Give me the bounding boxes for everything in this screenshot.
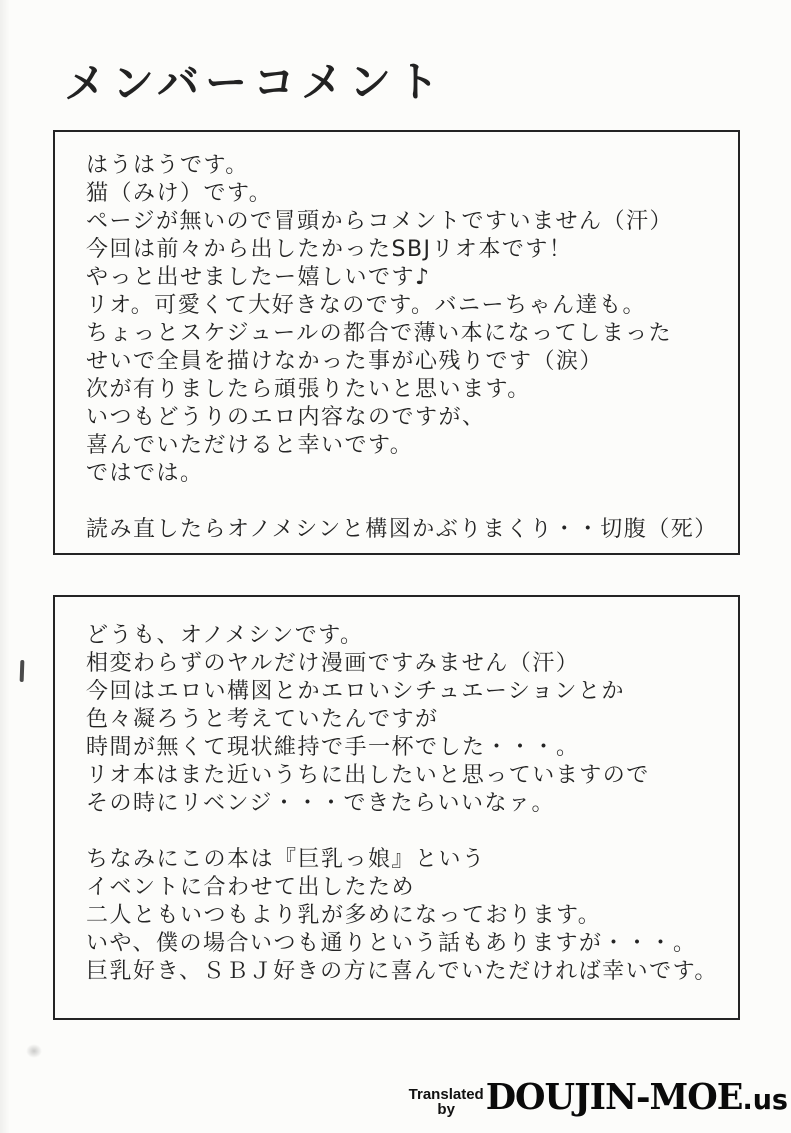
scan-artifact-speck — [26, 1044, 42, 1058]
comment-line: ページが無いので冒頭からコメントですいません（汗） — [86, 209, 674, 234]
logo-suffix-text: .us — [742, 1084, 788, 1117]
page-title: メンバーコメント — [63, 57, 446, 108]
comment-line: リオ。可愛くて大好きなのです。バニーちゃん達も。 — [86, 293, 647, 318]
comment-line: ちょっとスケジュールの都合で薄い本になってしまった — [86, 321, 673, 346]
comment-line — [86, 488, 718, 516]
by-word: by — [437, 1101, 455, 1118]
comment-line: はうはうです。 — [86, 153, 249, 178]
scan-artifact-streak — [20, 660, 25, 682]
comment-line — [86, 818, 718, 846]
translator-watermark — [408, 1070, 788, 1128]
comment-line: 巨乳好き、ＳＢＪ好きの方に喜んでいただければ幸いです。 — [86, 959, 718, 984]
comment-line: その時にリベンジ・・・できたらいいなァ。 — [86, 791, 556, 816]
doujin-moe-logo — [485, 1076, 788, 1119]
comment-line: 相変わらずのヤルだけ漫画ですみません（汗） — [86, 651, 580, 676]
comment-line: イベントに合わせて出したため — [86, 875, 416, 900]
logo-main-text: DOUJIN-MOE — [485, 1076, 743, 1119]
comment-line: どうも、オノメシンです。 — [86, 623, 364, 648]
comment-line: いや、僕の場合いつも通りという話もありますが・・・。 — [86, 931, 697, 956]
comment-line: 猫（みけ）です。 — [86, 181, 273, 206]
comment-line: せいで全員を描けなかった事が心残りです（涙） — [86, 349, 604, 374]
comment-line: 読み直したらオノメシンと構図かぶりまくり・・切腹（死） — [86, 517, 718, 542]
comment-line: 喜んでいただけると幸いです。 — [86, 433, 414, 458]
comment-line: ちなみにこの本は『巨乳っ娘』という — [86, 847, 486, 872]
translated-by-label — [409, 1087, 484, 1117]
comment-box-mike — [53, 130, 740, 555]
comment-line: ではでは。 — [86, 461, 204, 486]
comment-line: いつもどうりのエロ内容なのですが、 — [86, 405, 486, 430]
comment-line: 次が有りましたら頑張りたいと思います。 — [86, 377, 531, 402]
comment-line: やっと出せましたー嬉しいです♪ — [86, 265, 431, 290]
comment-line: 今回はエロい構図とかエロいシチュエーションとか — [86, 679, 625, 704]
comment-line: 色々凝ろうと考えていたんですが — [86, 707, 439, 732]
comment-line: 時間が無くて現状維持で手一杯でした・・・。 — [86, 735, 580, 760]
comment-line: 二人ともいつもより乳が多めになっております。 — [86, 903, 602, 928]
comment-box-onomeshin — [53, 595, 740, 1020]
comment-line: 今回は前々から出したかったSBJリオ本です！ — [86, 237, 573, 262]
comment-line: リオ本はまた近いうちに出したいと思っていますので — [86, 763, 650, 788]
comment-text-onomeshin — [55, 597, 738, 986]
translated-word: Translated — [408, 1086, 484, 1103]
comment-text-mike — [55, 132, 738, 544]
